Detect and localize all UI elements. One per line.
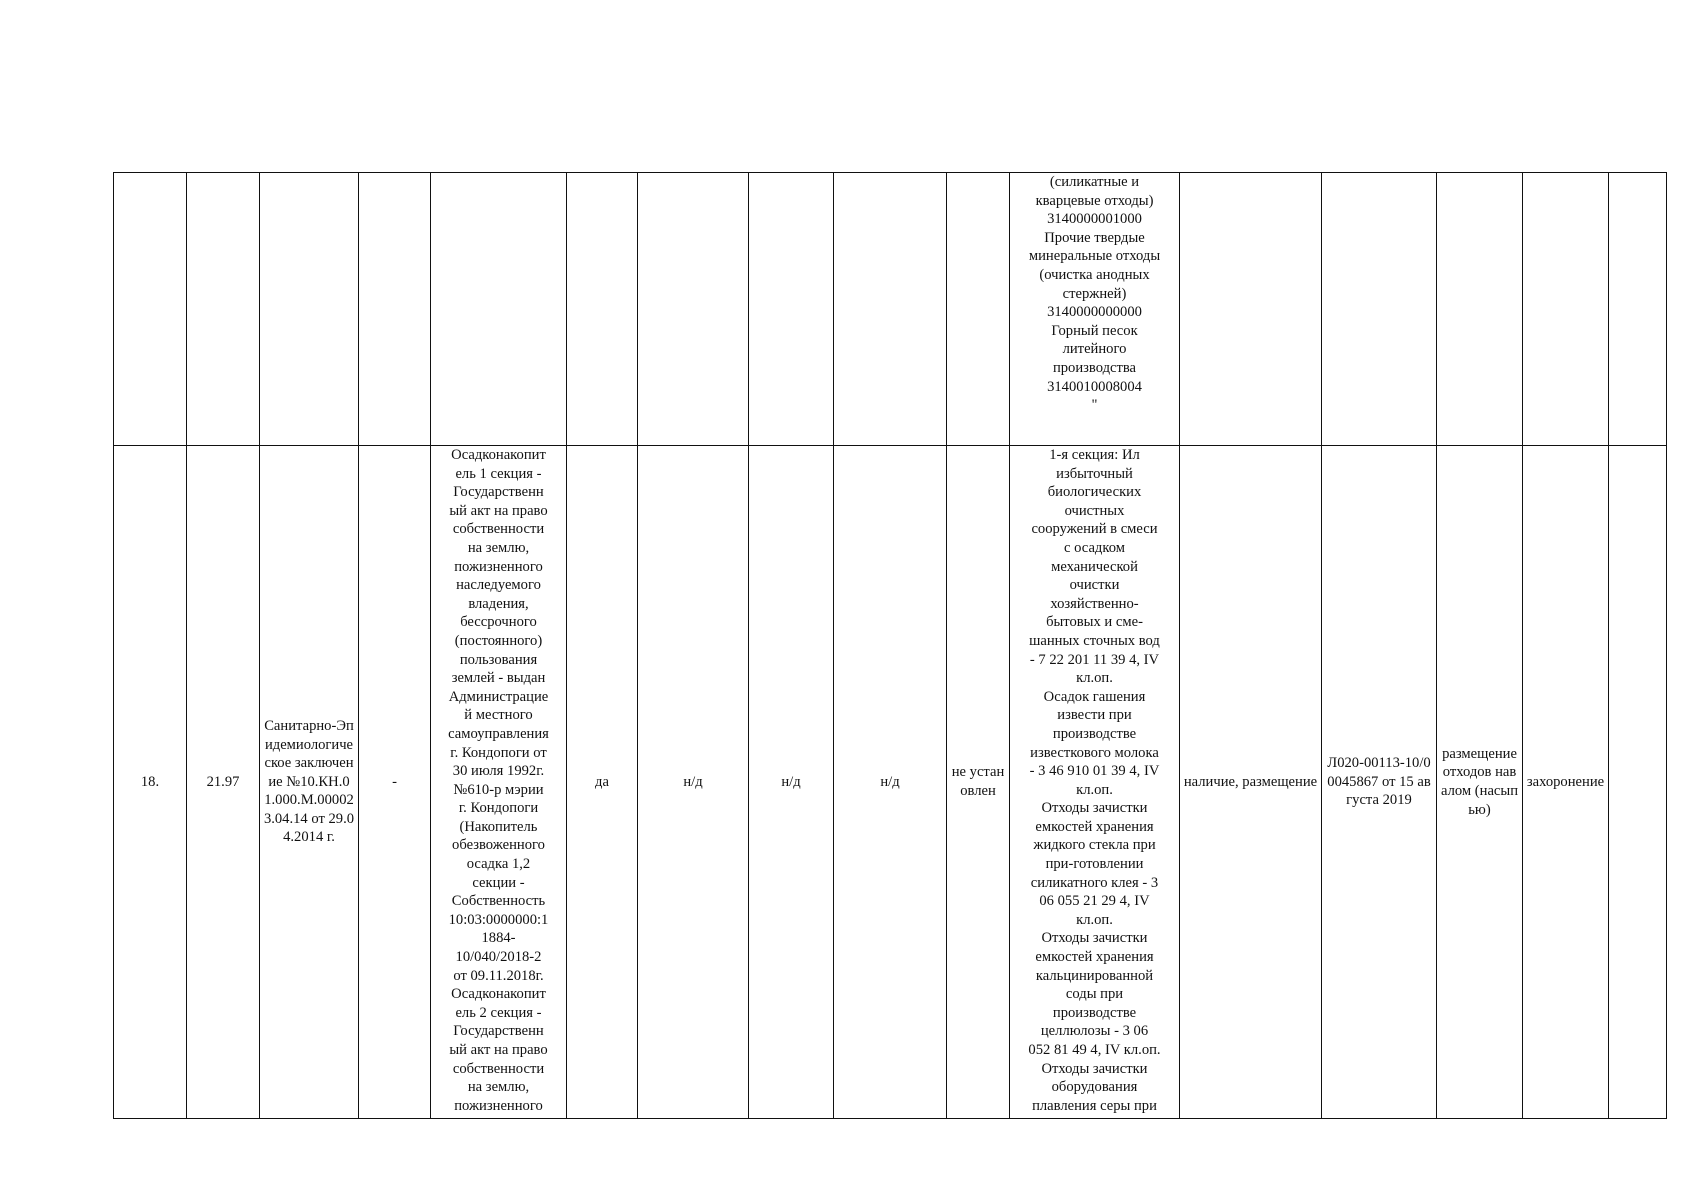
text-line: 3140010008004	[1047, 378, 1142, 395]
text-line: на землю,	[467, 1079, 530, 1096]
cell-empty	[260, 173, 359, 446]
waste-lines-prev	[1013, 173, 1176, 415]
cell-empty	[1322, 173, 1437, 446]
text-line: осадка 1,2	[466, 856, 531, 873]
cell-land-rights	[431, 446, 567, 1119]
cell-dash: -	[359, 446, 431, 1119]
text-line: 1-я секция: Ил	[1049, 447, 1140, 463]
cell-area: 21.97	[187, 446, 260, 1119]
text-line: (Накопитель	[459, 818, 538, 835]
text-line: секции -	[472, 874, 525, 891]
cell-not-set: не установлен	[947, 446, 1010, 1119]
text-line: Прочие твердые	[1044, 229, 1145, 246]
text-line: 3140000000000	[1047, 304, 1142, 321]
text-line: с осадком	[1064, 539, 1125, 556]
text-line: ель 1 секция -	[455, 465, 542, 482]
text-line: стержней)	[1062, 285, 1127, 302]
text-line: пожизненного	[454, 1097, 543, 1114]
cell-empty	[187, 173, 260, 446]
cell-empty	[1437, 173, 1523, 446]
text-line: шанных сточных вод	[1029, 632, 1160, 649]
land-rights-lines	[434, 446, 563, 1115]
cell-empty	[567, 173, 638, 446]
text-line: Осадконакопит	[451, 447, 546, 463]
text-line: самоуправления	[448, 725, 549, 742]
cell-empty	[1609, 173, 1667, 446]
text-line: кл.оп.	[1076, 781, 1113, 798]
text-line: емкостей хранения	[1035, 818, 1154, 835]
text-line: сооружений в смеси	[1031, 521, 1158, 538]
text-line: избыточный	[1056, 465, 1133, 482]
cell-activity: наличие, размещение	[1180, 446, 1322, 1119]
text-line: 3140000001000	[1047, 211, 1142, 228]
cell-row-number: 18.	[114, 446, 187, 1119]
text-line: обезвоженного	[452, 837, 545, 854]
cell-empty	[1523, 173, 1609, 446]
text-line: соды при	[1065, 986, 1124, 1003]
text-line: производства	[1052, 359, 1137, 376]
text-line: Горный песок	[1051, 322, 1138, 339]
text-line: Отходы зачистки	[1041, 800, 1148, 817]
cell-empty	[947, 173, 1010, 446]
text-line: №610-р мэрии	[453, 781, 544, 798]
cell-last	[1609, 446, 1667, 1119]
text-line: 10/040/2018-2	[455, 949, 542, 966]
text-line: механической	[1051, 558, 1138, 575]
text-line: биологических	[1047, 484, 1142, 501]
text-line: пользования	[459, 651, 538, 668]
cell-empty	[749, 173, 834, 446]
cell-waste-types	[1010, 446, 1180, 1119]
text-line: известкового молока	[1030, 744, 1159, 761]
text-line: производстве	[1052, 725, 1137, 742]
text-line: собственности	[452, 521, 545, 538]
text-line: собственности	[452, 1060, 545, 1077]
register-table	[113, 172, 1667, 1119]
text-line: владения,	[468, 595, 529, 612]
text-line: кл.оп.	[1076, 911, 1113, 928]
waste-lines	[1013, 446, 1176, 1115]
table-row-18	[114, 446, 1667, 1119]
text-line: хозяйственно-	[1050, 595, 1139, 612]
text-line: очистки	[1069, 577, 1120, 594]
text-line: кл.оп.	[1076, 670, 1113, 687]
text-line: "	[1091, 397, 1098, 414]
text-line: жидкого стекла при	[1033, 837, 1156, 854]
text-line: наследуемого	[456, 577, 541, 594]
cell-license: Л020-00113-10/00045867 от 15 августа 2019	[1322, 446, 1437, 1119]
text-line: пожизненного	[454, 558, 543, 575]
text-line: на землю,	[467, 539, 530, 556]
cell-empty	[114, 173, 187, 446]
text-line: оборудования	[1051, 1079, 1138, 1096]
text-line: 30 июля 1992г.	[452, 763, 545, 780]
text-line: кальцинированной	[1035, 967, 1154, 984]
text-line: Государственн	[453, 484, 544, 501]
cell-nd-3: н/д	[834, 446, 947, 1119]
cell-waste-types-continued	[1010, 173, 1180, 446]
cell-empty	[638, 173, 749, 446]
text-line: Собственность	[451, 893, 546, 910]
text-line: Администрацие	[448, 688, 549, 705]
text-line: Осадок гашения	[1043, 688, 1146, 705]
text-line: (очистка анодных	[1039, 266, 1150, 283]
text-line: Государственн	[453, 1023, 544, 1040]
text-line: Осадконакопит	[451, 986, 546, 1003]
text-line: Отходы зачистки	[1041, 1060, 1148, 1077]
text-line: емкостей хранения	[1035, 949, 1154, 966]
text-line: (силикатные и	[1049, 174, 1140, 190]
text-line: ый акт на право	[449, 1042, 548, 1058]
cell-empty	[834, 173, 947, 446]
text-line: целлюлозы - 3 06	[1040, 1023, 1149, 1040]
text-line: плавления серы при	[1032, 1097, 1157, 1114]
cell-nd-2: н/д	[749, 446, 834, 1119]
cell-yes: да	[567, 446, 638, 1119]
cell-nd-1: н/д	[638, 446, 749, 1119]
text-line: ый акт на право	[449, 502, 548, 519]
table-row-continuation	[114, 173, 1667, 446]
cell-purpose: захоронение	[1523, 446, 1609, 1119]
cell-empty	[1180, 173, 1322, 446]
text-line: бессрочного	[460, 614, 537, 631]
cell-empty	[431, 173, 567, 446]
text-line: литейного	[1062, 341, 1127, 358]
text-line: производстве	[1052, 1004, 1137, 1021]
text-line: бытовых и сме-	[1046, 614, 1143, 631]
cell-method: размещение отходов навалом (насыпью)	[1437, 446, 1523, 1119]
cell-conclusion: Санитарно-Эпидемиологическое заключение №10.КН.01.000.М.000023.04.14 от 29.04.2014 г.	[260, 446, 359, 1119]
text-line: 1884-	[481, 930, 516, 947]
text-line: от 09.11.2018г.	[453, 967, 544, 984]
text-line: извести при	[1057, 707, 1132, 724]
text-line: - 3 46 910 01 39 4, IV	[1029, 763, 1160, 780]
text-line: очистных	[1064, 502, 1125, 519]
text-line: - 7 22 201 11 39 4, IV	[1029, 651, 1160, 668]
text-line: 06 055 21 29 4, IV	[1039, 893, 1150, 910]
text-line: силикатного клея - 3	[1030, 874, 1159, 891]
text-line: ель 2 секция -	[455, 1004, 542, 1021]
text-line: й местного	[464, 707, 533, 724]
text-line: г. Кондопоги	[458, 800, 539, 817]
text-line: кварцевые отходы)	[1035, 192, 1154, 209]
text-line: землей - выдан	[451, 670, 546, 687]
text-line: (постоянного)	[454, 632, 543, 649]
text-line: 052 81 49 4, IV кл.оп.	[1028, 1042, 1161, 1058]
text-line: минеральные отходы	[1028, 248, 1161, 265]
text-line: при-готовлении	[1045, 856, 1144, 873]
text-line: г. Кондопоги от	[450, 744, 547, 761]
cell-empty	[359, 173, 431, 446]
text-line: Отходы зачистки	[1041, 930, 1148, 947]
text-line: 10:03:0000000:1	[448, 911, 549, 928]
